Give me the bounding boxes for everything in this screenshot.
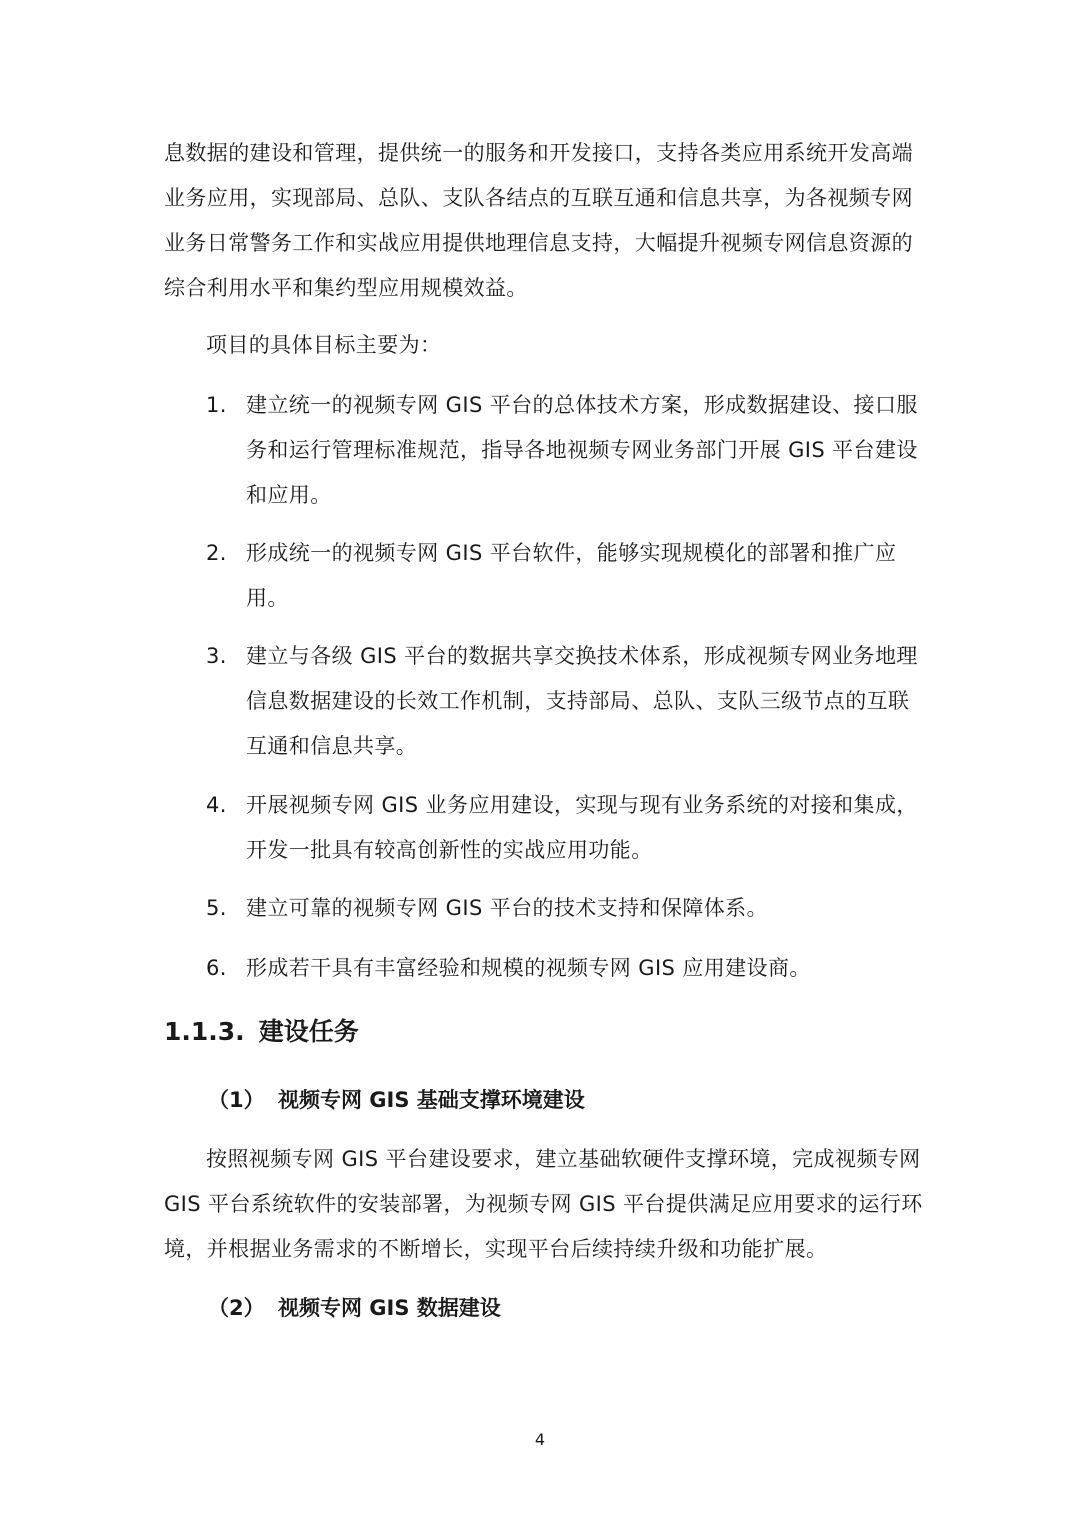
list-number: 4. <box>206 793 227 817</box>
list-text: 建立与各级 GIS 平台的数据共享交换技术体系，形成视频专网业务地理信息数据建设的长效工作机制，支持部局、总队、支队三级节点的互联互通和信息共享。 <box>246 644 918 758</box>
task-title: 视频专网 GIS 基础支撑环境建设 <box>278 1088 585 1112</box>
list-text: 形成若干具有丰富经验和规模的视频专网 GIS 应用建设商。 <box>246 956 811 980</box>
list-text: 建立统一的视频专网 GIS 平台的总体技术方案，形成数据建设、接口服务和运行管理标准规范，指导各地视频专网业务部门开展 GIS 平台建设和应用。 <box>246 393 918 507</box>
list-number: 6. <box>206 956 227 980</box>
section-heading <box>164 1012 359 1052</box>
list-text: 开展视频专网 GIS 业务应用建设，实现与现有业务系统的对接和集成，开发一批具有较高创新性的实战应用功能。 <box>246 793 918 862</box>
task-1-body: 按照视频专网 GIS 平台建设要求，建立基础软硬件支撑环境，完成视频专网 GIS 平台系统软件的安装部署，为视频专网 GIS 平台提供满足应用要求的运行环境，并根据业务需求的不断增长，实现平台后续持续升级和功能扩展。 <box>164 1147 923 1261</box>
task-index: （2） <box>208 1296 265 1320</box>
list-number: 2. <box>206 541 227 565</box>
list-number: 5. <box>206 896 227 920</box>
list-number: 1. <box>206 393 227 417</box>
goals-intro: 项目的具体目标主要为： <box>206 333 442 357</box>
task-heading-1 <box>208 1080 585 1120</box>
list-text: 形成统一的视频专网 GIS 平台软件，能够实现规模化的部署和推广应用。 <box>246 541 897 610</box>
list-number: 3. <box>206 644 227 668</box>
page-number: 4 <box>534 1430 546 1449</box>
section-number: 1.1.3. <box>164 1017 245 1046</box>
task-title: 视频专网 GIS 数据建设 <box>278 1296 501 1320</box>
intro-paragraph: 息数据的建设和管理，提供统一的服务和开发接口，支持各类应用系统开发高端业务应用，实现部局、总队、支队各结点的互联互通和信息共享，为各视频专网业务日常警务工作和实战应用提供地理信息支持，大幅提升视频专网信息资源的综合利用水平和集约型应用规模效益。 <box>164 141 913 300</box>
task-index: （1） <box>208 1088 265 1112</box>
section-title: 建设任务 <box>258 1017 359 1046</box>
task-heading-2 <box>208 1288 501 1328</box>
list-text: 建立可靠的视频专网 GIS 平台的技术支持和保障体系。 <box>246 896 768 920</box>
